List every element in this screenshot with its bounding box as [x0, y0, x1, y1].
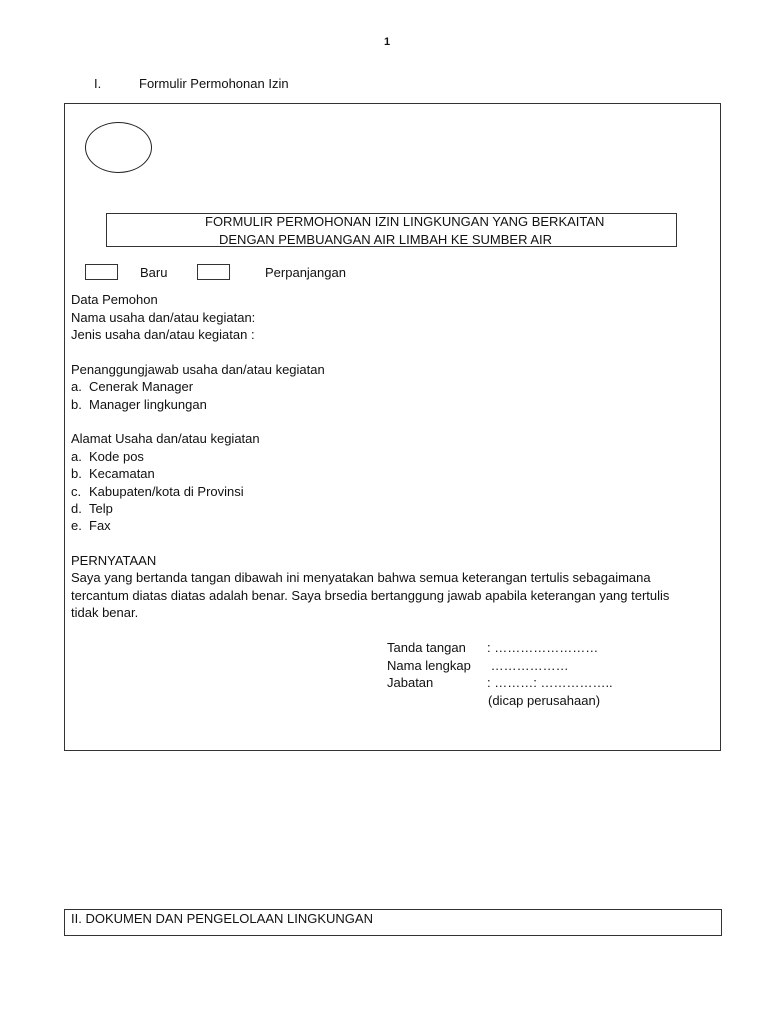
list-marker: e. — [71, 518, 82, 533]
list-marker: d. — [71, 501, 82, 516]
penanggung-heading: Penanggungjawab usaha dan/atau kegiatan — [71, 362, 325, 377]
list-marker: b. — [71, 466, 82, 481]
list-item — [71, 518, 111, 533]
nama-lengkap-label: Nama lengkap — [387, 658, 471, 673]
list-item-text: Telp — [89, 501, 113, 516]
list-item-text: Kabupaten/kota di Provinsi — [89, 484, 244, 499]
list-item — [71, 466, 155, 481]
list-item-text: Cenerak Manager — [89, 379, 194, 394]
nama-usaha-field: Nama usaha dan/atau kegiatan: — [71, 310, 256, 325]
tanda-tangan-label: Tanda tangan — [387, 640, 466, 655]
nama-lengkap-value: ……………… — [487, 658, 569, 673]
list-item-text: Kecamatan — [89, 466, 155, 481]
list-marker: a. — [71, 449, 82, 464]
logo-placeholder-circle — [85, 122, 152, 173]
jenis-usaha-field: Jenis usaha dan/atau kegiatan : — [71, 327, 255, 342]
perpanjangan-label: Perpanjangan — [265, 265, 346, 280]
jabatan-row — [387, 675, 613, 690]
pernyataan-line2: tercantum diatas diatas adalah benar. Saya brsedia bertanggung jawab apabila keterangan yang tertulis — [71, 588, 670, 603]
list-item-text: Kode pos — [89, 449, 144, 464]
alamat-heading: Alamat Usaha dan/atau kegiatan — [71, 431, 260, 446]
signature-row — [387, 640, 598, 655]
data-pemohon-heading: Data Pemohon — [71, 292, 158, 307]
baru-label: Baru — [140, 265, 168, 280]
tanda-tangan-value: : …………………… — [487, 640, 599, 655]
nama-lengkap-row — [387, 658, 569, 673]
list-item — [71, 379, 193, 394]
pernyataan-heading: PERNYATAAN — [71, 553, 157, 568]
pernyataan-line1: Saya yang bertanda tangan dibawah ini menyatakan bahwa semua keterangan tertulis sebagaimana — [71, 570, 651, 585]
list-marker: a. — [71, 379, 82, 394]
company-stamp-note: (dicap perusahaan) — [488, 693, 601, 708]
list-marker: b. — [71, 397, 82, 412]
list-item-text: Fax — [89, 518, 111, 533]
list-item — [71, 501, 113, 516]
jabatan-label: Jabatan — [387, 675, 434, 690]
list-item-text: Manager lingkungan — [89, 397, 207, 412]
section2-title: II. DOKUMEN DAN PENGELOLAAN LINGKUNGAN — [71, 911, 373, 926]
section-title: Formulir Permohonan Izin — [139, 76, 289, 91]
list-item — [71, 484, 244, 499]
form-title-line2: DENGAN PEMBUANGAN AIR LIMBAH KE SUMBER AIR — [219, 232, 553, 247]
baru-checkbox[interactable] — [85, 264, 118, 280]
form-title-line1: FORMULIR PERMOHONAN IZIN LINGKUNGAN YANG BERKAITAN — [205, 214, 605, 229]
page-number: 1 — [384, 36, 391, 48]
pernyataan-line3: tidak benar. — [71, 605, 139, 620]
section-number: I. — [94, 76, 102, 91]
jabatan-value: : ………: …………….. — [487, 675, 613, 690]
list-item — [71, 449, 144, 464]
perpanjangan-checkbox[interactable] — [197, 264, 230, 280]
list-marker: c. — [71, 484, 82, 499]
list-item — [71, 397, 207, 412]
